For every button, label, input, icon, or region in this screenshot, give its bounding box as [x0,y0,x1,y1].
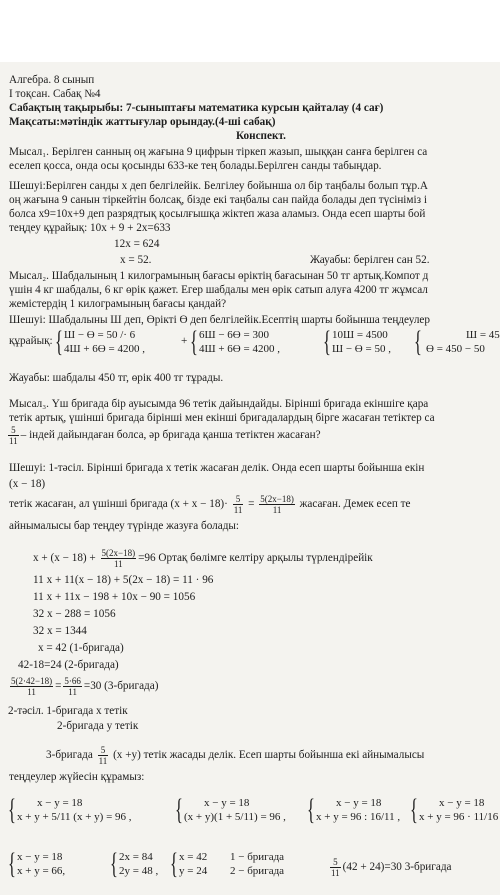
ex1-line2: еселеп қосса, онда осы қосынды 633-ке тең болады.Берілген санды табыңдар. [9,160,382,172]
ex3-eq4: 32 x − 288 = 1056 [33,608,116,620]
ex1-sol-line2: оң жағына 9 санын тіркейтін болсақ, бізде екі таңбалы сан пайда болады деп түсініміз і [9,194,427,206]
ex3-line1: Мысал₃. Үш бригада бір ауысымда 96 тетік дайындайды. Бірінші бригада екіншіге қара [9,398,429,410]
subject-line: Алгебра. 8 сынып [9,74,95,86]
lesson-line: I тоқсан. Сабақ №4 [9,88,101,100]
ex3-eq2: 11 x + 11(x − 18) + 5(2x − 18) = 11 · 96 [33,574,214,586]
ex1-sol-line3: болса x9=10x+9 деп разрядтық қосылғышқа жіктеп жаза аламыз. Онда есеп шарты бой [9,208,426,220]
lesson-topic: Сабақтың тақырыбы: 7-сыныптағы математика курсын қайталау (4 сағ) [9,102,384,114]
ex2-system-d: { Ш = 45 Ө = 450 − 50 [414,325,500,358]
ex3-sol-line4: айнымалысы бар теңдеу түрінде жазуға болады: [9,520,240,532]
ex2-answer: Жауабы: шабдалы 450 тг, өрік 400 тг тұрады. [9,372,224,384]
ex3-final: $\frac{5}{11}$ (42 + 24)=30 3-бригада [331,857,452,878]
ex3-system-4: { x − y = 18 x + y = 96 · 11/16 [410,793,499,826]
ex3-sol-line3: тетік жасаған, ал үшінші бригада (x + x − 18)· $\frac{5}{11}$ = $\frac{5(2x-18)}{11}$ жасаған. Демек есеп те [9,494,411,515]
ex3-system-5: { x − y = 18 x + y = 66, [8,847,66,880]
ex2-system-c: { 10Ш = 4500 Ш − Ө = 50 , [323,325,391,358]
ex3-eq1: x + (x − 18) + $\frac{5(2x-18)}{11}$ =96 Ортақ бөлімге келтіру арқылы түрлендірейік [33,548,373,569]
ex3-eq8: $\frac{5(2\cdot 42-18)}{11}$ = $\frac{5\cdot 66}{11}$ =30 (3-бригада) [11,676,159,697]
fraction-5-11: $\frac{5}{11}$ [9,425,18,446]
ex3-eq7: 42-18=24 (2-бригада) [18,659,119,671]
ex1-line1: Мысал₁. Берілген санның оң жағына 9 цифрын тіркеп жазып, шыққан санға берілген са [9,146,428,158]
ex2-lead: құрайық: [9,335,53,347]
ex3-system-6: { 2x = 84 2y = 48 , [110,847,159,880]
ex3-eq5: 32 x = 1344 [33,625,87,637]
ex3-eq3: 11 x + 11x − 198 + 10x − 90 = 1056 [33,591,196,603]
ex3-system-2: { x − y = 18 (x + y)(1 + 5/11) = 96 , [175,793,286,826]
ex3-method2-line1: 2-тәсіл. 1-бригада x тетік [8,705,128,717]
ex3-sol-line1: Шешуі: 1-тәсіл. Бірінші бригада x тетік жасаған делік. Онда есеп шарты бойынша екін [9,462,425,474]
ex2-system-b: { 6Ш − 6Ө = 300 4Ш + 6Ө = 4200 , [190,325,280,358]
ex3-sol-line2: (x − 18) [9,478,46,490]
blank-header-area [0,0,500,62]
ex3-method2-line4: теңдеулер жүйесін құрамыз: [9,771,145,783]
ex2-sol-line1: Шешуі: Шабдалыны Ш деп, Өрікті Ө деп белгілейік.Есептің шарты бойынша теңдеулер [9,314,430,326]
ex1-eq1: 12x = 624 [114,238,160,250]
ex3-system-7: { x = 42 y = 24 1 − бригада 2 − бригада [170,847,285,880]
ex3-eq6: x = 42 (1-бригада) [38,642,124,654]
ex3-method2-line3: 3-бригада $\frac{5}{11}$ (x +y) тетік жасады делік. Есеп шарты бойынша екі айнымалысы [46,745,425,766]
ex1-answer: Жауабы: берілген сан 52. [310,254,430,266]
lesson-goal: Мақсаты:мәтіндік жаттығулар орындау.(4-ші сабақ) [9,116,276,128]
ex1-sol-line4: теңдеу құрайық: 10x + 9 + 2x=633 [9,222,171,234]
plus-sign: + [181,335,188,347]
page-title: Конспект. [236,130,286,142]
ex3-system-3: { x − y = 18 x + y = 96 : 16/11 , [307,793,401,826]
ex2-line1: Мысал₂. Шабдалының 1 килограмының бағасы өріктің бағасынан 50 тг артық.Компот д [9,270,429,282]
ex3-line3: $\frac{5}{11}$ – індей дайындаған болса, әр бригада қанша тетіктен жасаған? [9,425,321,446]
ex2-system-a: { Ш − Ө = 50 /· 6 4Ш + 6Ө = 4200 , [55,325,145,358]
ex3-line2: тетік артық, үшінші бригада бірінші мен екінші бригадалардың бірге жасаған тетіктер са [9,412,435,424]
ex1-sol-line1: Шешуі:Берілген санды x деп белгілейік. Белгілеу бойынша ол бір таңбалы болып тұр.А [9,180,429,192]
ex2-line3: жемістердің 1 килограмының бағасы қандай? [9,298,227,310]
ex2-line2: үшін 4 кг шабдалы, 6 кг өрік қажет. Егер шабдалы мен өрік сатып алуға 4200 тг жұмсал [9,284,428,296]
ex1-eq2: x = 52. [120,254,152,266]
ex3-system-1: { x − y = 18 x + y + 5/11 (x + y) = 96 , [8,793,132,826]
ex3-method2-line2: 2-бригада y тетік [57,720,139,732]
